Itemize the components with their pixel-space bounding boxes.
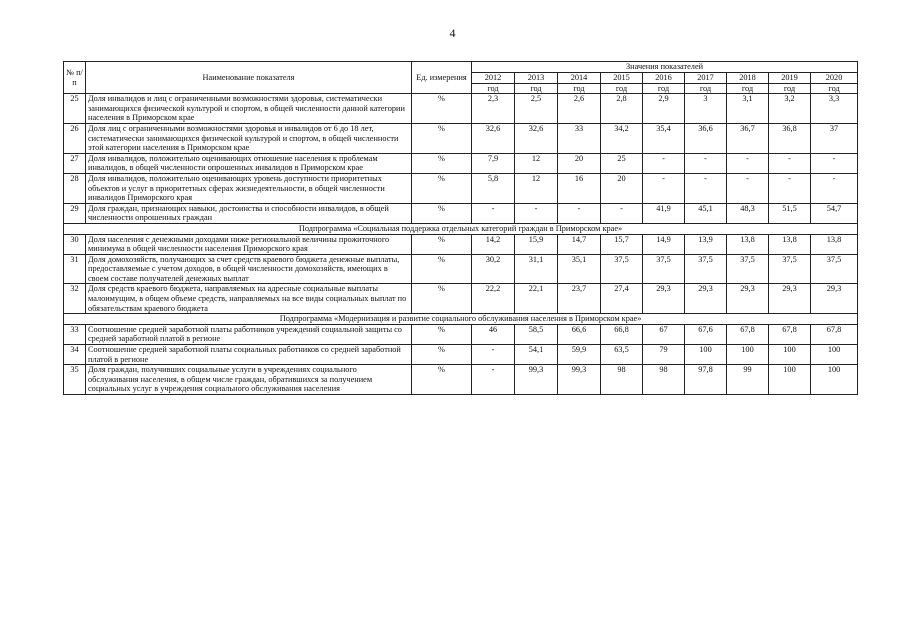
- value-cell: 36,8: [769, 123, 811, 153]
- unit-cell: %: [412, 203, 472, 223]
- value-cell: 100: [769, 345, 811, 365]
- value-cell: 13,8: [811, 234, 858, 254]
- value-cell: 37,5: [643, 254, 685, 284]
- value-cell: 58,5: [515, 324, 558, 344]
- value-cell: -: [558, 203, 601, 223]
- value-cell: 13,9: [685, 234, 727, 254]
- value-cell: 20: [601, 173, 643, 203]
- header-unit: Ед. измерения: [412, 62, 472, 94]
- value-cell: 100: [811, 345, 858, 365]
- value-cell: 100: [811, 365, 858, 395]
- value-cell: 3,2: [769, 94, 811, 124]
- row-number: 26: [64, 123, 86, 153]
- value-cell: 37,5: [601, 254, 643, 284]
- value-cell: -: [472, 203, 515, 223]
- row-number: 28: [64, 173, 86, 203]
- header-year: 2018: [727, 73, 769, 84]
- row-number: 30: [64, 234, 86, 254]
- unit-cell: %: [412, 234, 472, 254]
- section-row: [64, 314, 858, 325]
- value-cell: 14,9: [643, 234, 685, 254]
- row-number: 29: [64, 203, 86, 223]
- header-year-suffix: год: [811, 83, 858, 94]
- header-year-suffix: год: [643, 83, 685, 94]
- value-cell: 7,9: [472, 153, 515, 173]
- header-year: 2016: [643, 73, 685, 84]
- header-year-suffix: год: [727, 83, 769, 94]
- table-header: [64, 62, 858, 94]
- unit-cell: %: [412, 284, 472, 314]
- value-cell: -: [727, 173, 769, 203]
- value-cell: 79: [643, 345, 685, 365]
- value-cell: 22,1: [515, 284, 558, 314]
- indicator-name: Доля граждан, получивших социальные услуги в учреждениях социального обслуживания населения, в общем числе граждан, обратившихся за получением социальных услуг в учреждения социального обслуживания населения: [86, 365, 412, 395]
- indicator-name: Доля граждан, признающих навыки, достоинства и способности инвалидов, в общей численности опрошенных граждан: [86, 203, 412, 223]
- value-cell: 98: [643, 365, 685, 395]
- row-number: 32: [64, 284, 86, 314]
- value-cell: 23,7: [558, 284, 601, 314]
- value-cell: 67,8: [769, 324, 811, 344]
- table-row: [64, 153, 858, 173]
- unit-cell: %: [412, 153, 472, 173]
- value-cell: 63,5: [601, 345, 643, 365]
- value-cell: 29,3: [769, 284, 811, 314]
- value-cell: 46: [472, 324, 515, 344]
- indicators-table: [63, 61, 858, 395]
- value-cell: 29,3: [811, 284, 858, 314]
- indicator-name: Соотношение средней заработной платы работников учреждений социальной защиты со средней заработной платой в регионе: [86, 324, 412, 344]
- value-cell: 31,1: [515, 254, 558, 284]
- table-row: [64, 284, 858, 314]
- value-cell: 2,5: [515, 94, 558, 124]
- value-cell: 2,8: [601, 94, 643, 124]
- value-cell: 67,6: [685, 324, 727, 344]
- value-cell: 29,3: [727, 284, 769, 314]
- value-cell: -: [643, 173, 685, 203]
- row-number: 31: [64, 254, 86, 284]
- value-cell: 37,5: [727, 254, 769, 284]
- value-cell: 2,3: [472, 94, 515, 124]
- value-cell: 67,8: [727, 324, 769, 344]
- value-cell: 99: [727, 365, 769, 395]
- value-cell: 59,9: [558, 345, 601, 365]
- value-cell: 100: [769, 365, 811, 395]
- table-row: [64, 234, 858, 254]
- indicator-name: Доля домохозяйств, получающих за счет средств краевого бюджета денежные выплаты, предоставляемые с учетом доходов, в общей численности домохозяйств, имеющих в своем составе получателей денежных выплат: [86, 254, 412, 284]
- value-cell: 36,7: [727, 123, 769, 153]
- value-cell: 3,3: [811, 94, 858, 124]
- table-row: [64, 173, 858, 203]
- value-cell: -: [685, 173, 727, 203]
- value-cell: 32,6: [472, 123, 515, 153]
- row-number: 34: [64, 345, 86, 365]
- value-cell: 12: [515, 153, 558, 173]
- table-row: [64, 324, 858, 344]
- value-cell: 37,5: [685, 254, 727, 284]
- value-cell: 98: [601, 365, 643, 395]
- value-cell: -: [811, 173, 858, 203]
- value-cell: 2,9: [643, 94, 685, 124]
- header-year: 2015: [601, 73, 643, 84]
- header-year: 2019: [769, 73, 811, 84]
- indicator-name: Доля инвалидов, положительно оценивающих отношение населения к проблемам инвалидов, в общей численности опрошенных инвалидов в Приморском крае: [86, 153, 412, 173]
- table-row: [64, 345, 858, 365]
- value-cell: 97,8: [685, 365, 727, 395]
- value-cell: -: [601, 203, 643, 223]
- value-cell: 35,1: [558, 254, 601, 284]
- value-cell: 67,8: [811, 324, 858, 344]
- header-year-suffix: год: [472, 83, 515, 94]
- value-cell: 15,7: [601, 234, 643, 254]
- value-cell: 3: [685, 94, 727, 124]
- value-cell: 36,6: [685, 123, 727, 153]
- indicator-name: Доля инвалидов и лиц с ограниченными возможностями здоровья, систематически занимающихся физической культурой и спортом, в общей численности данной категории населения в Приморском крае: [86, 94, 412, 124]
- value-cell: -: [685, 153, 727, 173]
- table-row: [64, 203, 858, 223]
- value-cell: 12: [515, 173, 558, 203]
- value-cell: 29,3: [685, 284, 727, 314]
- value-cell: 51,5: [769, 203, 811, 223]
- indicator-name: Доля средств краевого бюджета, направляемых на адресные социальные выплаты малоимущим, в общем объеме средств, направляемых на все виды социальных выплат по обязательствам краевого бюджета: [86, 284, 412, 314]
- value-cell: -: [769, 173, 811, 203]
- value-cell: 100: [685, 345, 727, 365]
- section-title: Подпрограмма «Социальная поддержка отдельных категорий граждан в Приморском крае»: [64, 223, 858, 234]
- header-year-suffix: год: [601, 83, 643, 94]
- value-cell: 16: [558, 173, 601, 203]
- value-cell: -: [811, 153, 858, 173]
- value-cell: 25: [601, 153, 643, 173]
- value-cell: 14,2: [472, 234, 515, 254]
- value-cell: -: [472, 345, 515, 365]
- unit-cell: %: [412, 254, 472, 284]
- value-cell: 27,4: [601, 284, 643, 314]
- value-cell: -: [515, 203, 558, 223]
- value-cell: 32,6: [515, 123, 558, 153]
- value-cell: 37,5: [811, 254, 858, 284]
- header-year-suffix: год: [685, 83, 727, 94]
- section-title: Подпрограмма «Модернизация и развитие социального обслуживания населения в Приморском крае»: [64, 314, 858, 325]
- unit-cell: %: [412, 324, 472, 344]
- header-year-suffix: год: [515, 83, 558, 94]
- value-cell: 37,5: [769, 254, 811, 284]
- value-cell: 22,2: [472, 284, 515, 314]
- value-cell: -: [472, 365, 515, 395]
- table-row: [64, 94, 858, 124]
- value-cell: 66,8: [601, 324, 643, 344]
- value-cell: 99,3: [515, 365, 558, 395]
- row-number: 33: [64, 324, 86, 344]
- indicator-name: Соотношение средней заработной платы социальных работников со средней заработной платой в регионе: [86, 345, 412, 365]
- page-number: 4: [449, 26, 456, 40]
- value-cell: 41,9: [643, 203, 685, 223]
- unit-cell: %: [412, 123, 472, 153]
- unit-cell: %: [412, 94, 472, 124]
- value-cell: -: [643, 153, 685, 173]
- row-number: 35: [64, 365, 86, 395]
- value-cell: 100: [727, 345, 769, 365]
- value-cell: 2,6: [558, 94, 601, 124]
- value-cell: 29,3: [643, 284, 685, 314]
- header-year: 2012: [472, 73, 515, 84]
- header-year: 2020: [811, 73, 858, 84]
- header-year: 2013: [515, 73, 558, 84]
- table-row: [64, 254, 858, 284]
- value-cell: 54,7: [811, 203, 858, 223]
- indicator-name: Доля инвалидов, положительно оценивающих уровень доступности приоритетных объектов и услуг в приоритетных сферах жизнедеятельности, в общей численности инвалидов Приморского края: [86, 173, 412, 203]
- value-cell: 14,7: [558, 234, 601, 254]
- value-cell: 15,9: [515, 234, 558, 254]
- value-cell: 99,3: [558, 365, 601, 395]
- header-year-suffix: год: [769, 83, 811, 94]
- header-year: 2014: [558, 73, 601, 84]
- header-values: Значения показателей: [472, 62, 858, 73]
- value-cell: 13,8: [727, 234, 769, 254]
- value-cell: 37: [811, 123, 858, 153]
- value-cell: 48,3: [727, 203, 769, 223]
- indicator-name: Доля лиц с ограниченными возможностями здоровья и инвалидов от 6 до 18 лет, систематически занимающихся физической культурой и спортом, в общей численности этой категории населения в Приморском крае: [86, 123, 412, 153]
- value-cell: 35,4: [643, 123, 685, 153]
- value-cell: 33: [558, 123, 601, 153]
- header-year: 2017: [685, 73, 727, 84]
- value-cell: 30,2: [472, 254, 515, 284]
- value-cell: 54,1: [515, 345, 558, 365]
- header-name: Наименование показателя: [86, 62, 412, 94]
- row-number: 25: [64, 94, 86, 124]
- value-cell: 13,8: [769, 234, 811, 254]
- value-cell: -: [769, 153, 811, 173]
- header-year-suffix: год: [558, 83, 601, 94]
- table-row: [64, 365, 858, 395]
- value-cell: 5,8: [472, 173, 515, 203]
- value-cell: 45,1: [685, 203, 727, 223]
- value-cell: 67: [643, 324, 685, 344]
- indicator-name: Доля населения с денежными доходами ниже региональной величины прожиточного минимума в общей численности населения Приморского края: [86, 234, 412, 254]
- value-cell: -: [727, 153, 769, 173]
- header-num: № п/п: [64, 62, 86, 94]
- value-cell: 3,1: [727, 94, 769, 124]
- unit-cell: %: [412, 173, 472, 203]
- value-cell: 20: [558, 153, 601, 173]
- table-row: [64, 123, 858, 153]
- unit-cell: %: [412, 345, 472, 365]
- section-row: [64, 223, 858, 234]
- unit-cell: %: [412, 365, 472, 395]
- value-cell: 66,6: [558, 324, 601, 344]
- row-number: 27: [64, 153, 86, 173]
- value-cell: 34,2: [601, 123, 643, 153]
